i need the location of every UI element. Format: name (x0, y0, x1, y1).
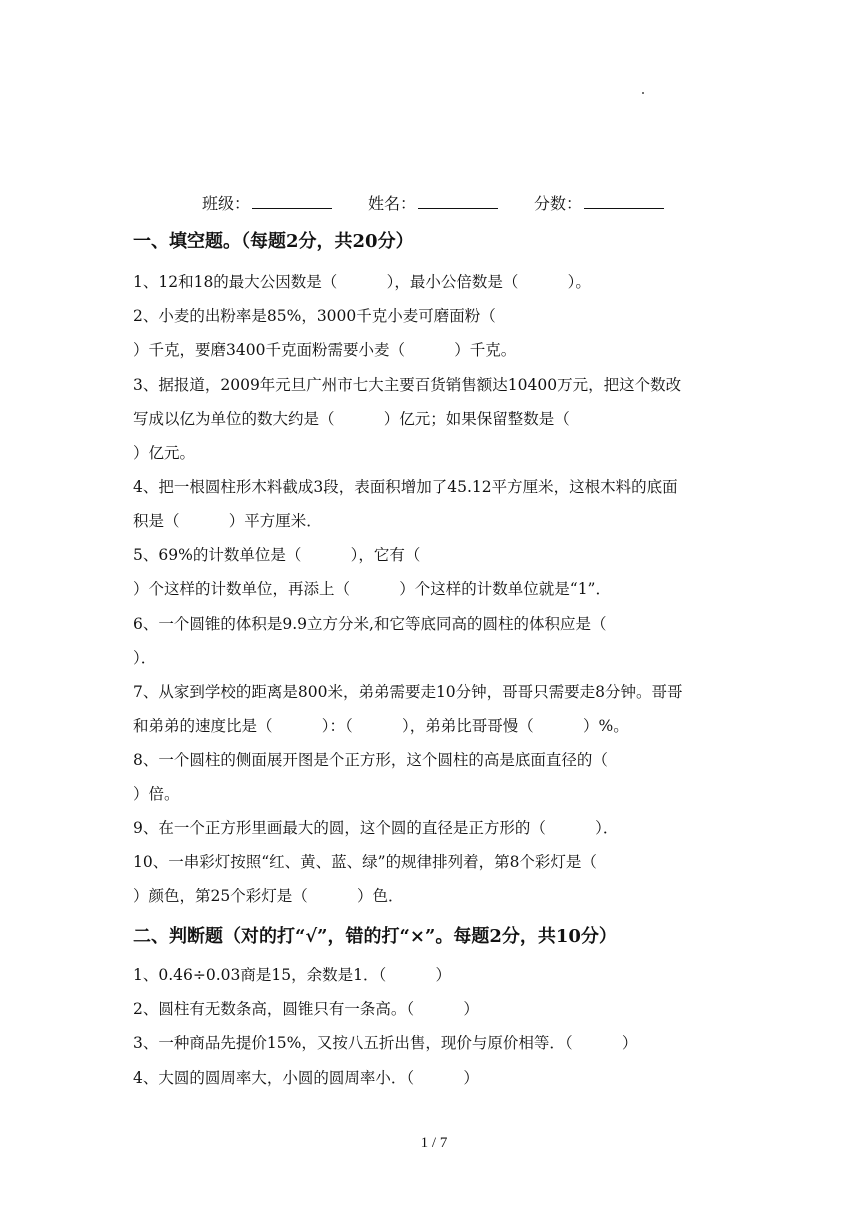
page-number: 1 / 7 (420, 1135, 448, 1151)
s1-line-5: 写成以亿为单位的数大约是（ ）亿元；如果保留整数是（ (133, 410, 570, 428)
score-field (534, 190, 664, 216)
s1-line-15: 8、一个圆柱的侧面展开图是个正方形，这个圆柱的高是底面直径的（ (133, 751, 608, 769)
s1-line-2: 2、小麦的出粉率是85%，3000千克小麦可磨面粉（ (133, 307, 496, 325)
s1-line-10: ）个这样的计数单位，再添上（ ）个这样的计数单位就是“1”． (133, 580, 611, 598)
class-field (202, 190, 332, 216)
name-blank[interactable] (418, 190, 498, 209)
section2-title: 二、判断题（对的打“√”，错的打“×”。每题2分，共10分） (133, 926, 617, 947)
s1-line-13: 7、从家到学校的距离是800米，弟弟需要走10分钟，哥哥只需要走8分钟。哥哥 (133, 683, 683, 701)
s1-line-1: 1、12和18的最大公因数是（ ），最小公倍数是（ ）。 (133, 273, 591, 291)
s1-line-9: 5、69%的计数单位是（ ），它有（ (133, 546, 421, 564)
class-blank[interactable] (252, 190, 332, 209)
s1-line-11: 6、一个圆锥的体积是9.9立方分米,和它等底同高的圆柱的体积应是（ (133, 615, 607, 633)
s1-line-16: ）倍。 (133, 785, 180, 803)
s1-line-19: ）颜色，第25个彩灯是（ ）色． (133, 887, 404, 905)
s2-line-2: 2、圆柱有无数条高，圆锥只有一条高。（ ） (133, 1000, 479, 1018)
s2-line-1: 1、0.46÷0.03商是15，余数是1．（ ） (133, 966, 451, 984)
s2-line-4: 4、大圆的圆周率大，小圆的圆周率小．（ ） (133, 1069, 479, 1087)
s1-line-3: ）千克，要磨3400千克面粉需要小麦（ ）千克。 (133, 341, 517, 359)
student-info-header (0, 190, 868, 216)
s1-line-8: 积是（ ）平方厘米． (133, 512, 322, 530)
s1-line-18: 10、一串彩灯按照“红、黄、蓝、绿”的规律排列着，第8个彩灯是（ (133, 853, 597, 871)
name-field (368, 190, 498, 216)
class-label: 班级： (202, 194, 251, 213)
s1-line-17: 9、在一个正方形里画最大的圆，这个圆的直径是正方形的（ ）． (133, 819, 619, 837)
stray-dot (642, 92, 644, 94)
s1-line-7: 4、把一根圆柱形木料截成3段，表面积增加了45.12平方厘米，这根木料的底面 (133, 478, 678, 496)
score-label: 分数： (534, 194, 583, 213)
section1-title: 一、填空题。（每题2分，共20分） (133, 231, 414, 252)
s1-line-14: 和弟弟的速度比是（ ）：（ ），弟弟比哥哥慢（ ）%。 (133, 717, 629, 735)
s2-line-3: 3、一种商品先提价15%，又按八五折出售，现价与原价相等．（ ） (133, 1034, 638, 1052)
score-blank[interactable] (584, 190, 664, 209)
s1-line-6: ）亿元。 (133, 444, 196, 462)
s1-line-4: 3、据报道，2009年元旦广州市七大主要百货销售额达10400万元，把这个数改 (133, 376, 682, 394)
name-label: 姓名： (368, 194, 417, 213)
s1-line-12: ）． (133, 649, 157, 667)
